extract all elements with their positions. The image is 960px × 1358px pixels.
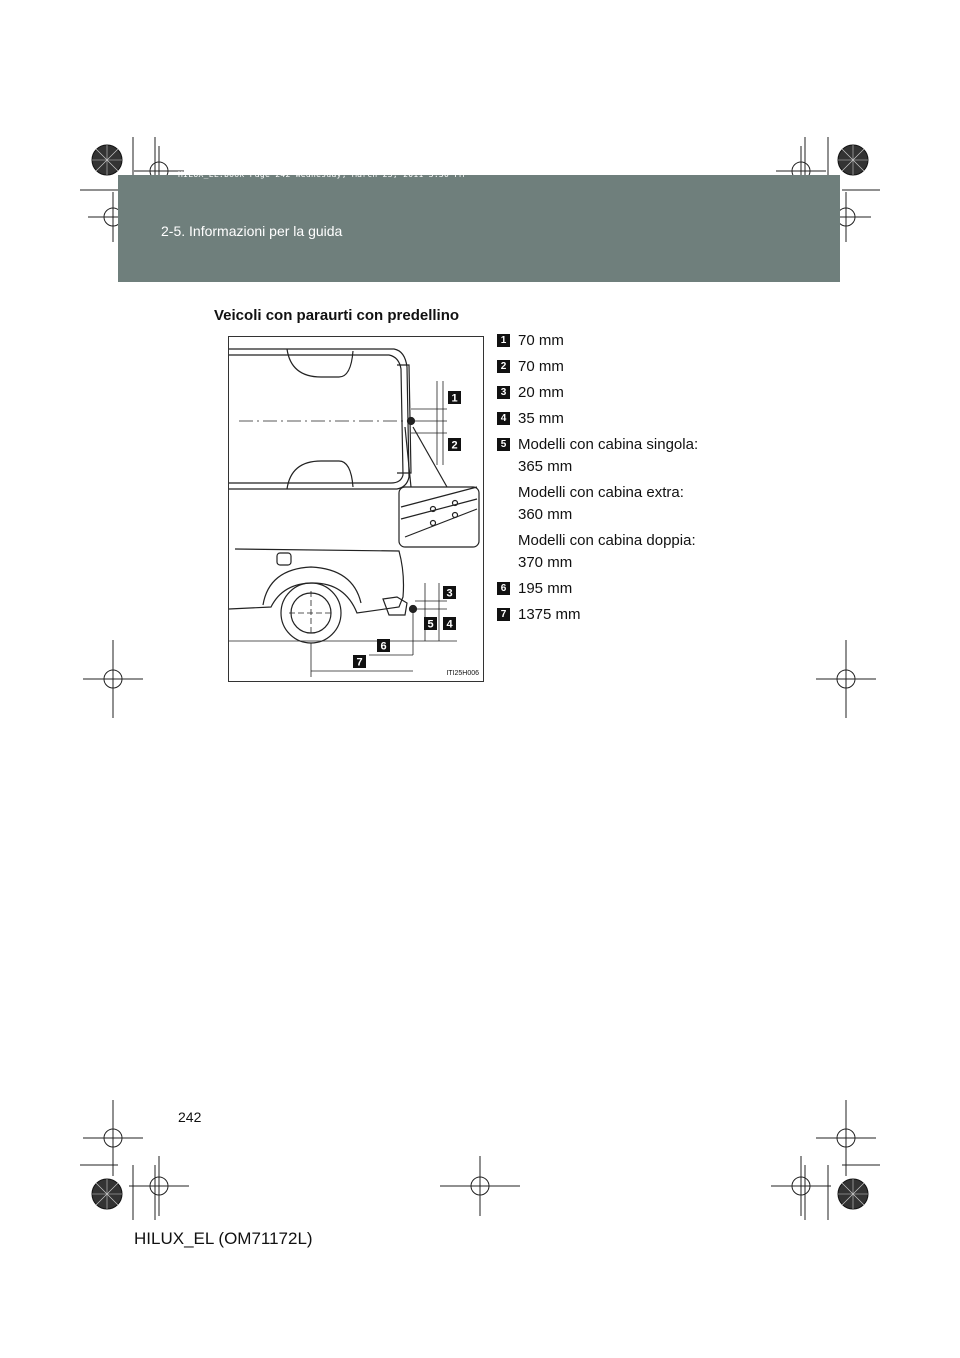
legend-value: 70 mm: [518, 358, 564, 375]
legend-number: 5: [497, 438, 510, 451]
legend-item: [497, 434, 757, 574]
callout-5: 5: [427, 618, 434, 631]
legend-value: Modelli con cabina singola:: [518, 436, 699, 453]
legend-value: 360 mm: [518, 506, 573, 523]
legend-value: Modelli con cabina doppia:: [518, 532, 696, 549]
page-heading: Veicoli con paraurti con predellino: [214, 307, 460, 324]
callout-7: 7: [356, 656, 363, 669]
legend-number: 7: [497, 608, 510, 621]
legend-value: 20 mm: [518, 384, 564, 401]
legend-item: [497, 382, 757, 404]
legend-item: [497, 604, 757, 626]
legend-value: 195 mm: [518, 580, 573, 597]
book-stamp: HILUX_EL.book Page 242 Wednesday, March 23, 2011 3:30 PM: [178, 170, 465, 179]
legend-value: 1375 mm: [518, 606, 581, 623]
footer-model-code: HILUX_EL (OM71172L): [134, 1229, 313, 1248]
legend-value: 365 mm: [518, 458, 573, 475]
callout-6: 6: [380, 640, 387, 653]
callout-3: 3: [446, 587, 453, 600]
legend-number: 6: [497, 582, 510, 595]
legend-item: [497, 330, 757, 352]
legend-item: [497, 356, 757, 378]
callout-4: 4: [446, 618, 453, 631]
callout-1: 1: [451, 392, 458, 405]
callout-2: 2: [451, 439, 458, 452]
legend-value: 35 mm: [518, 410, 564, 427]
legend-value: 370 mm: [518, 554, 573, 571]
dimension-legend: [497, 330, 757, 626]
figure-code: ITI25H006: [446, 670, 479, 677]
page-number: 242: [178, 1109, 202, 1125]
legend-item: [497, 408, 757, 430]
legend-value: 70 mm: [518, 332, 564, 349]
legend-item: [497, 578, 757, 600]
section-title: 2-5. Informazioni per la guida: [161, 223, 343, 239]
vehicle-diagram: [228, 336, 484, 682]
legend-number: 2: [497, 360, 510, 373]
legend-number: 3: [497, 386, 510, 399]
legend-number: 1: [497, 334, 510, 347]
legend-number: 4: [497, 412, 510, 425]
legend-value: Modelli con cabina extra:: [518, 484, 684, 501]
vehicle-diagram-drawing: [229, 337, 485, 683]
